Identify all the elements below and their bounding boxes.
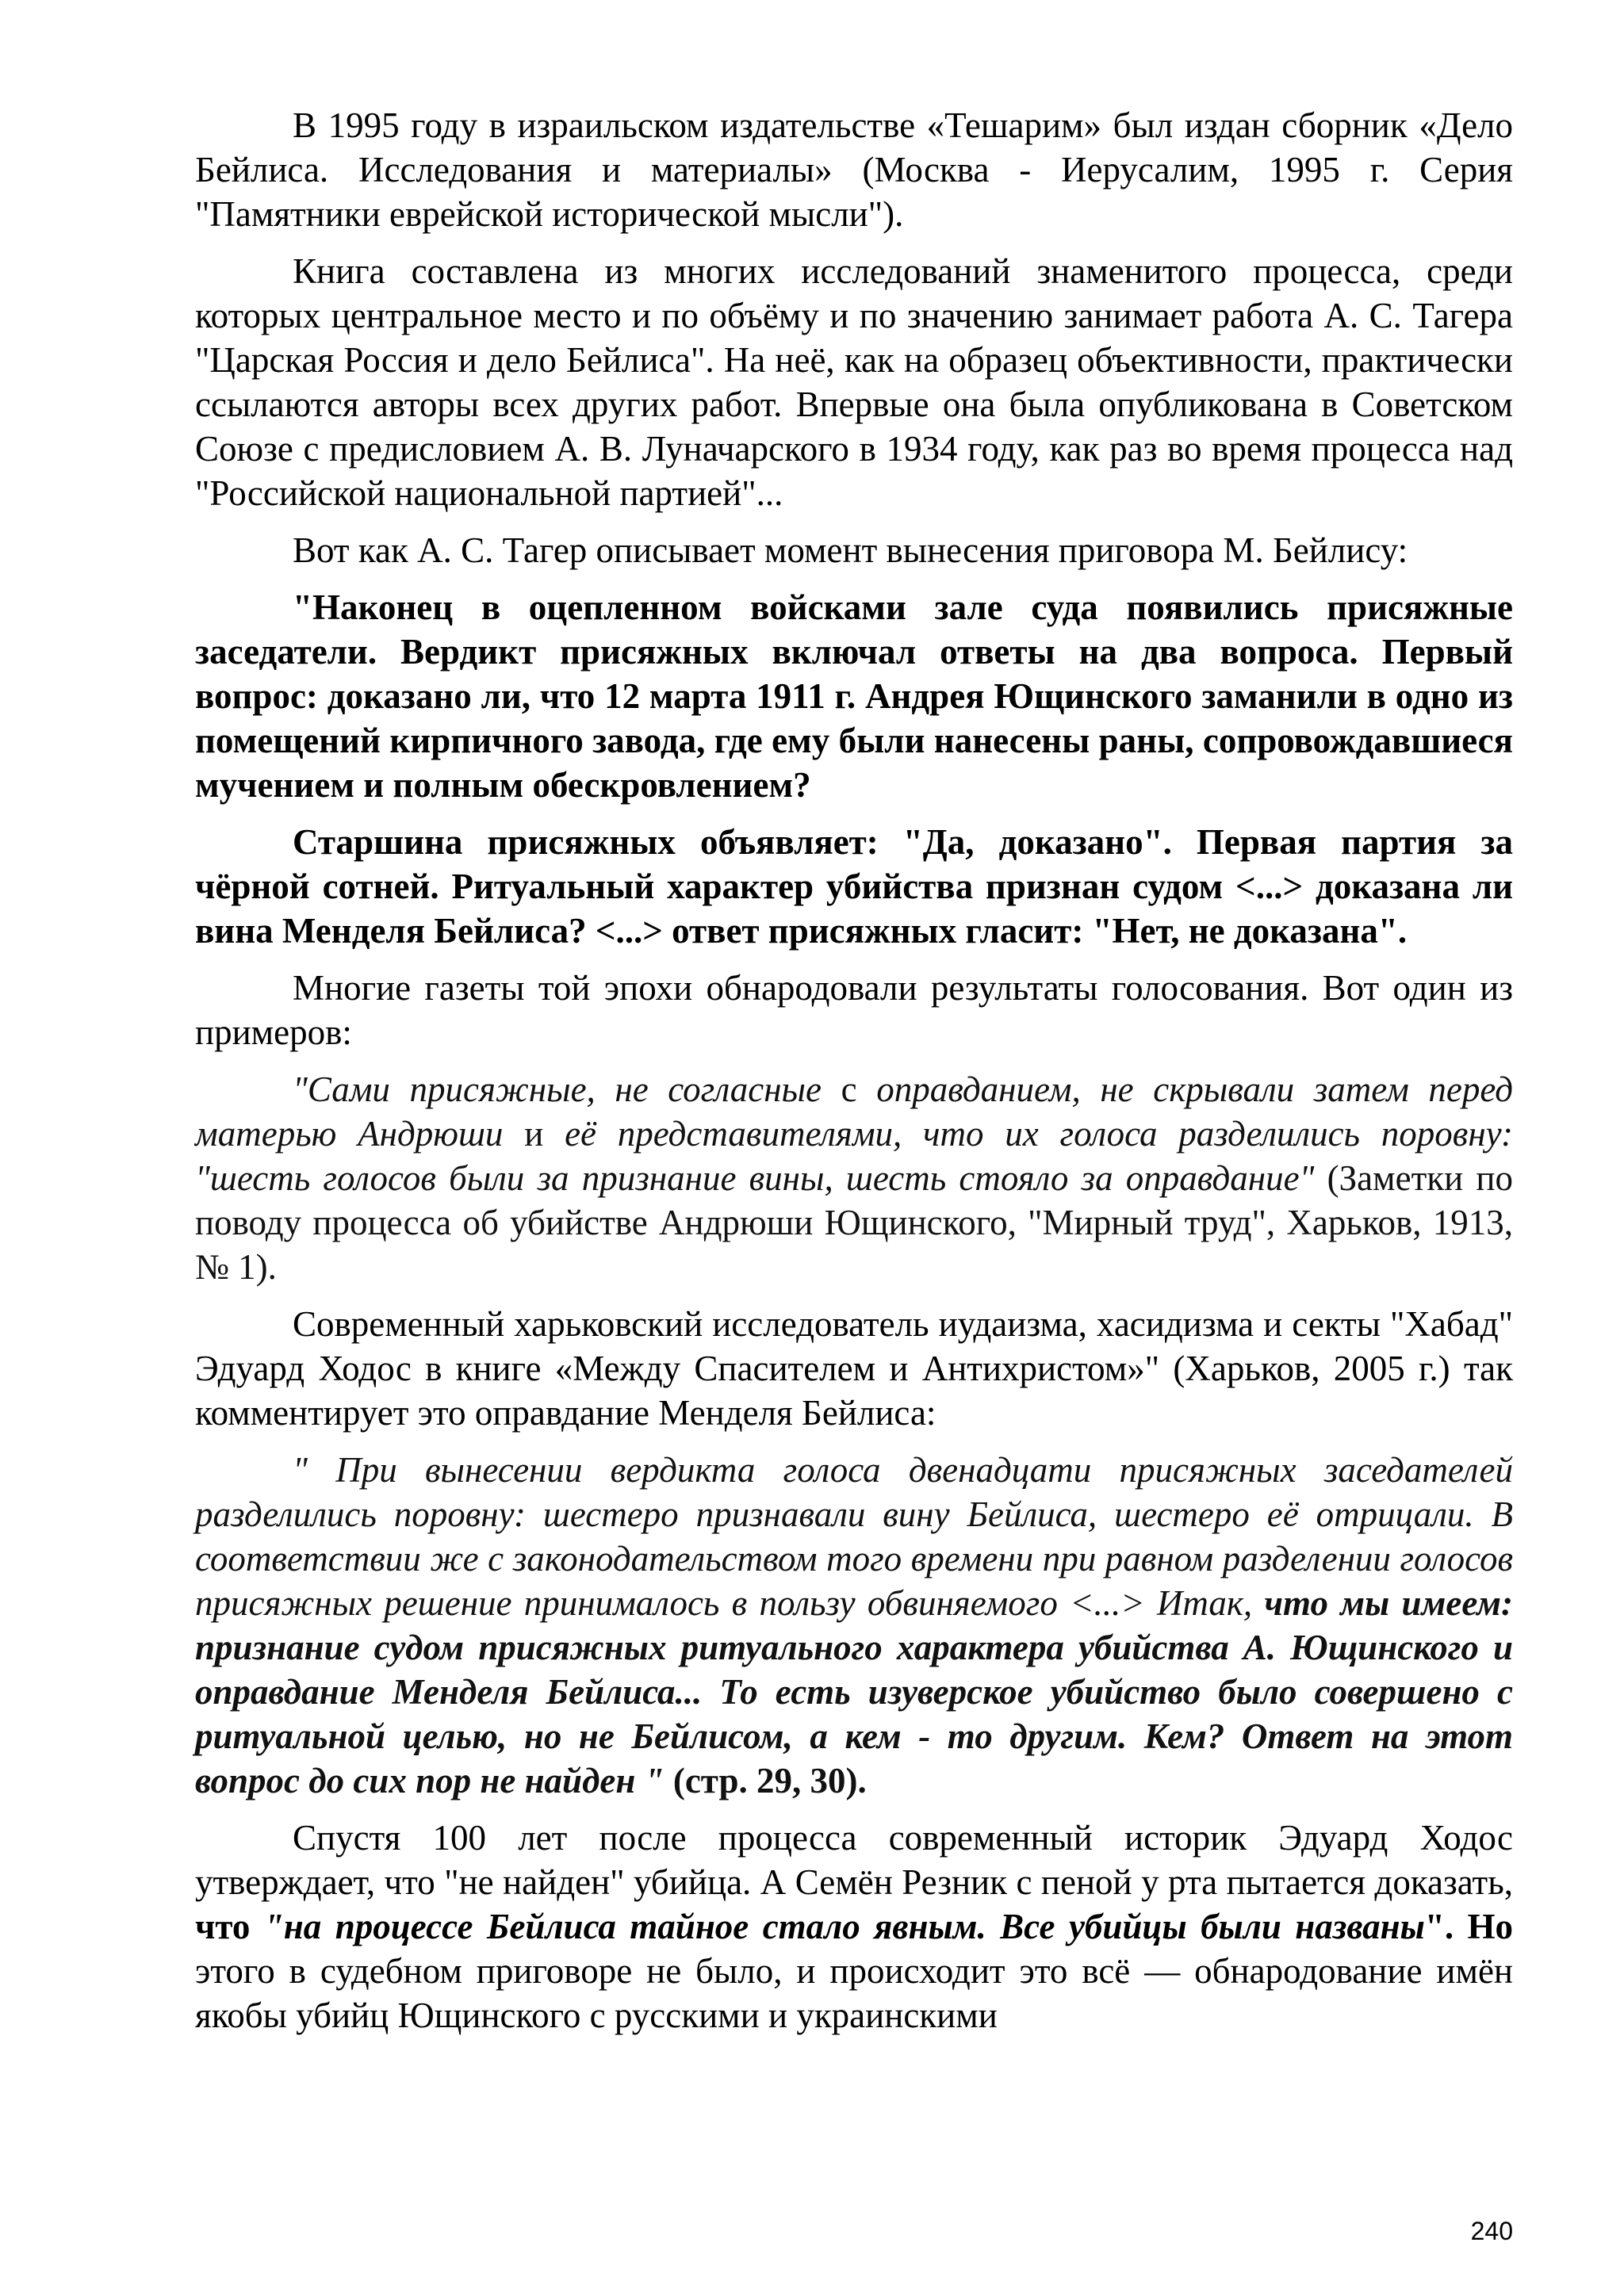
paragraph (195, 1816, 1513, 2038)
text-run: её представителями, что их голоса разделились поровну: "шесть голосов были за признание вины, шесть стояло за оправдание" (195, 1114, 1514, 1198)
text-run: Спустя 100 лет после процесса современный историк Эдуард Ходос утверждает, что "не найден" убийца. А Семён Резник с пеной у рта пытается доказать, (195, 1818, 1513, 1902)
text-run: что мы имеем: признание судом присяжных ритуального характера убийства А. Ющинского и оправдание Менделя Бейлиса... То есть изуверское убийство было совершено с ритуальной целью, но не Бейлисом, а кем - то другим. Кем? Ответ на этот вопрос до сих пор не найден " (195, 1583, 1513, 1800)
paragraph (195, 249, 1513, 515)
text-run: "Наконец в оцепленном войсками зале суда появились присяжные заседатели. Вердикт присяжных включал ответы на два вопроса. Первый вопрос: доказано ли, что 12 марта 1911 г. Андрея Ющинского заманили в одно из помещений кирпичного завода, где ему были нанесены раны, сопровождавшиеся мучением и полным обескровлением? (195, 587, 1513, 805)
paragraph (195, 1067, 1513, 1289)
paragraph (195, 528, 1513, 572)
text-run: что (195, 1907, 264, 1946)
text-run: Многие газеты той эпохи обнародовали результаты голосования. Вот один из примеров: (195, 968, 1513, 1052)
text-run: и (524, 1114, 565, 1154)
text-run: В 1995 году в израильском издательстве «Тешарим» был издан сборник «Дело Бейлиса. Исследования и материалы» (Москва - Иерусалим, 1995 г. Серия "Памятники еврейской исторической мысли"). (195, 105, 1513, 234)
page-number: 240 (1470, 2217, 1513, 2245)
text-run: Современный харьковский исследователь иудаизма, хасидизма и секты "Хабад" Эдуард Ходос в книге «Между Спасителем и Антихристом»" (Харьков, 2005 г.) так комментирует это оправдание Менделя Бейлиса: (195, 1304, 1513, 1433)
text-run: оправданием, не скрывали затем перед матерью Андрюши (195, 1070, 1513, 1154)
paragraph (195, 585, 1513, 807)
text-run: (стр. 29, 30). (664, 1761, 867, 1800)
text-run: (Заметки по поводу процесса об убийстве Андрюши Ющинского, "Мирный труд", Харьков, 1913, № 1). (195, 1158, 1513, 1287)
paragraph (195, 966, 1513, 1054)
text-run: Книга составлена из многих исследований знаменитого процесса, среди которых центральное место и по объёму и по значению занимает работа А. С. Тагера "Царская Россия и дело Бейлиса". На неё, как на образец объективности, практически ссылаются авторы всех других работ. Впервые она была опубликована в Советском Союзе с предисловием А. В. Луначарского в 1934 году, как раз во время процесса над "Российской национальной партией"... (195, 251, 1513, 513)
text-run: "Сами присяжные, не согласные (293, 1070, 841, 1109)
text-run: Вот как А. С. Тагер описывает момент вынесения приговора М. Бейлису: (293, 530, 1408, 570)
text-run: ". Но (1424, 1907, 1513, 1946)
paragraph (195, 820, 1513, 953)
text-run: Старшина присяжных объявляет: "Да, доказано". Первая партия за чёрной сотней. Ритуальный характер убийства признан судом <...> доказана ли вина Менделя Бейлиса? <...> ответ присяжных гласит: "Нет, не доказана". (195, 822, 1513, 951)
paragraph (195, 103, 1513, 236)
text-run: этого в судебном приговоре не было, и происходит это всё — обнародование имён якобы убийц Ющинского с русскими и украинскими (195, 1951, 1513, 2035)
text-run: с (841, 1070, 877, 1109)
paragraph (195, 1302, 1513, 1435)
paragraph (195, 1448, 1513, 1803)
text-run: " При вынесении вердикта голоса двенадцати присяжных заседателей разделились поровну: шестеро признавали вину Бейлиса, шестеро её отрицали. В соответствии же с законодательством того времени при равном разделении голосов присяжных решение принималось в пользу обвиняемого <...> Итак, (195, 1450, 1513, 1623)
page-body-text (195, 103, 1513, 2050)
text-run: "на процессе Бейлиса тайное стало явным. Все убийцы были названы (263, 1907, 1425, 1946)
